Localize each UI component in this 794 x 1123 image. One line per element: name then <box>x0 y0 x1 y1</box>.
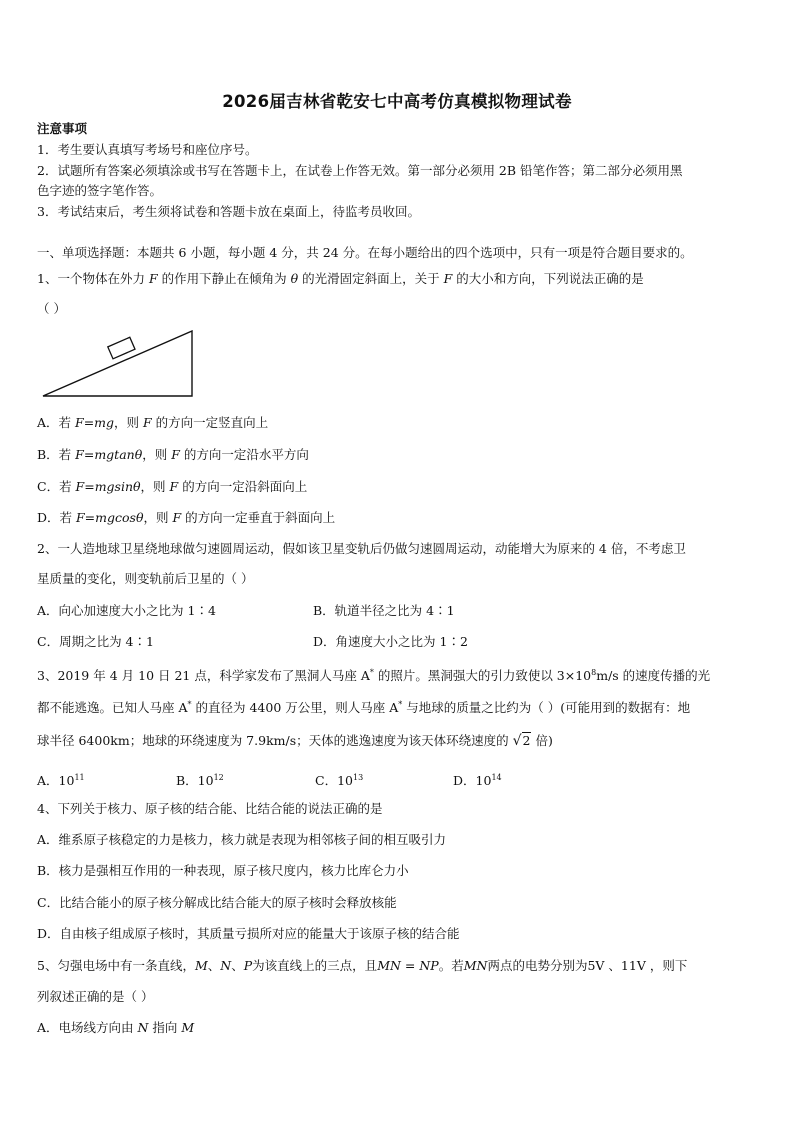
question-1-option-b[interactable]: B．若 F=mgtanθ，则 F 的方向一定沿水平方向 <box>37 447 309 462</box>
notice-item-3: 3．考试结束后，考生须将试卷和答题卡放在桌面上，待监考员收回。 <box>37 204 420 219</box>
question-5-stem: 5、匀强电场中有一条直线，M、N、P为该直线上的三点，且MN = NP。若MN两点的电势分别为5V 、11V ，则下 <box>37 958 688 973</box>
question-1-answer-paren: （ ） <box>37 301 66 316</box>
sqrt-symbol: √2 <box>512 733 531 749</box>
question-3-option-b[interactable]: B．$10^{12}$ <box>176 773 224 789</box>
block-shape <box>108 337 135 359</box>
notice-heading: 注意事项 <box>37 121 88 136</box>
question-3-stem-cont-2: 球半径 6400km；地球的环绕速度为 7.9km/s；天体的逃逸速度为该天体环绕速度的 √2 倍) <box>37 733 553 749</box>
question-2-option-d[interactable]: D．角速度大小之比为 1∶2 <box>313 634 468 649</box>
question-5-stem-cont: 列叙述正确的是（ ） <box>37 989 154 1004</box>
question-1-option-a[interactable]: A．若 F=mg，则 F 的方向一定竖直向上 <box>37 415 269 430</box>
question-3-option-c[interactable]: C．$10^{13}$ <box>315 773 364 789</box>
notice-item-2-cont: 色字迹的签字笔作答。 <box>37 183 163 198</box>
question-1-stem: 1、一个物体在外力 F 的作用下静止在倾角为 θ 的光滑固定斜面上，关于 F 的大小和方向，下列说法正确的是 <box>37 271 644 286</box>
question-3-option-a[interactable]: A．$10^{11}$ <box>37 773 85 789</box>
question-4-option-a[interactable]: A．维系原子核稳定的力是核力，核力就是表现为相邻核子间的相互吸引力 <box>37 832 447 847</box>
question-2-stem-cont: 星质量的变化，则变轨前后卫星的（ ） <box>37 571 254 586</box>
incline-diagram <box>40 330 200 400</box>
notice-item-1: 1．考生要认真填写考场号和座位序号。 <box>37 142 258 157</box>
question-3-stem: 3、2019 年 4 月 10 日 21 点，科学家发布了黑洞人马座 A* 的照片。黑洞强大的引力致使以 $3\times 10^8m/s$ 的速度传播的光 <box>37 668 711 684</box>
question-3-option-d[interactable]: D．$10^{14}$ <box>453 773 502 789</box>
question-2-stem: 2、一人造地球卫星绕地球做匀速圆周运动，假如该卫星变轨后仍做匀速圆周运动，动能增大为原来的 4 倍，不考虑卫 <box>37 541 686 556</box>
question-2-option-c[interactable]: C．周期之比为 4∶1 <box>37 634 154 649</box>
question-4-option-b[interactable]: B．核力是强相互作用的一种表现，原子核尺度内，核力比库仑力小 <box>37 863 409 878</box>
page-title: 2026届吉林省乾安七中高考仿真模拟物理试卷 <box>222 92 572 111</box>
question-5-option-a[interactable]: A．电场线方向由 N 指向 M <box>37 1020 195 1035</box>
question-2-option-b[interactable]: B．轨道半径之比为 4∶1 <box>313 603 455 618</box>
question-1-option-c[interactable]: C．若 F=mgsinθ，则 F 的方向一定沿斜面向上 <box>37 479 308 494</box>
notice-item-2: 2．试题所有答案必须填涂或书写在答题卡上，在试卷上作答无效。第一部分必须用 2B 铅笔作答；第二部分必须用黑 <box>37 163 683 178</box>
question-1-option-d[interactable]: D．若 F=mgcosθ，则 F 的方向一定垂直于斜面向上 <box>37 510 336 525</box>
question-3-stem-cont: 都不能逃逸。已知人马座 A* 的直径为 4400 万公里，则人马座 A* 与地球的质量之比约为（ ）(可能用到的数据有：地 <box>37 700 691 716</box>
question-2-option-a[interactable]: A．向心加速度大小之比为 1∶4 <box>37 603 216 618</box>
question-4-stem: 4、下列关于核力、原子核的结合能、比结合能的说法正确的是 <box>37 801 383 816</box>
question-4-option-d[interactable]: D．自由核子组成原子核时，其质量亏损所对应的能量大于该原子核的结合能 <box>37 926 460 941</box>
question-4-option-c[interactable]: C．比结合能小的原子核分解成比结合能大的原子核时会释放核能 <box>37 895 397 910</box>
section-heading: 一、单项选择题：本题共 6 小题，每小题 4 分，共 24 分。在每小题给出的四个选项中，只有一项是符合题目要求的。 <box>37 245 693 260</box>
